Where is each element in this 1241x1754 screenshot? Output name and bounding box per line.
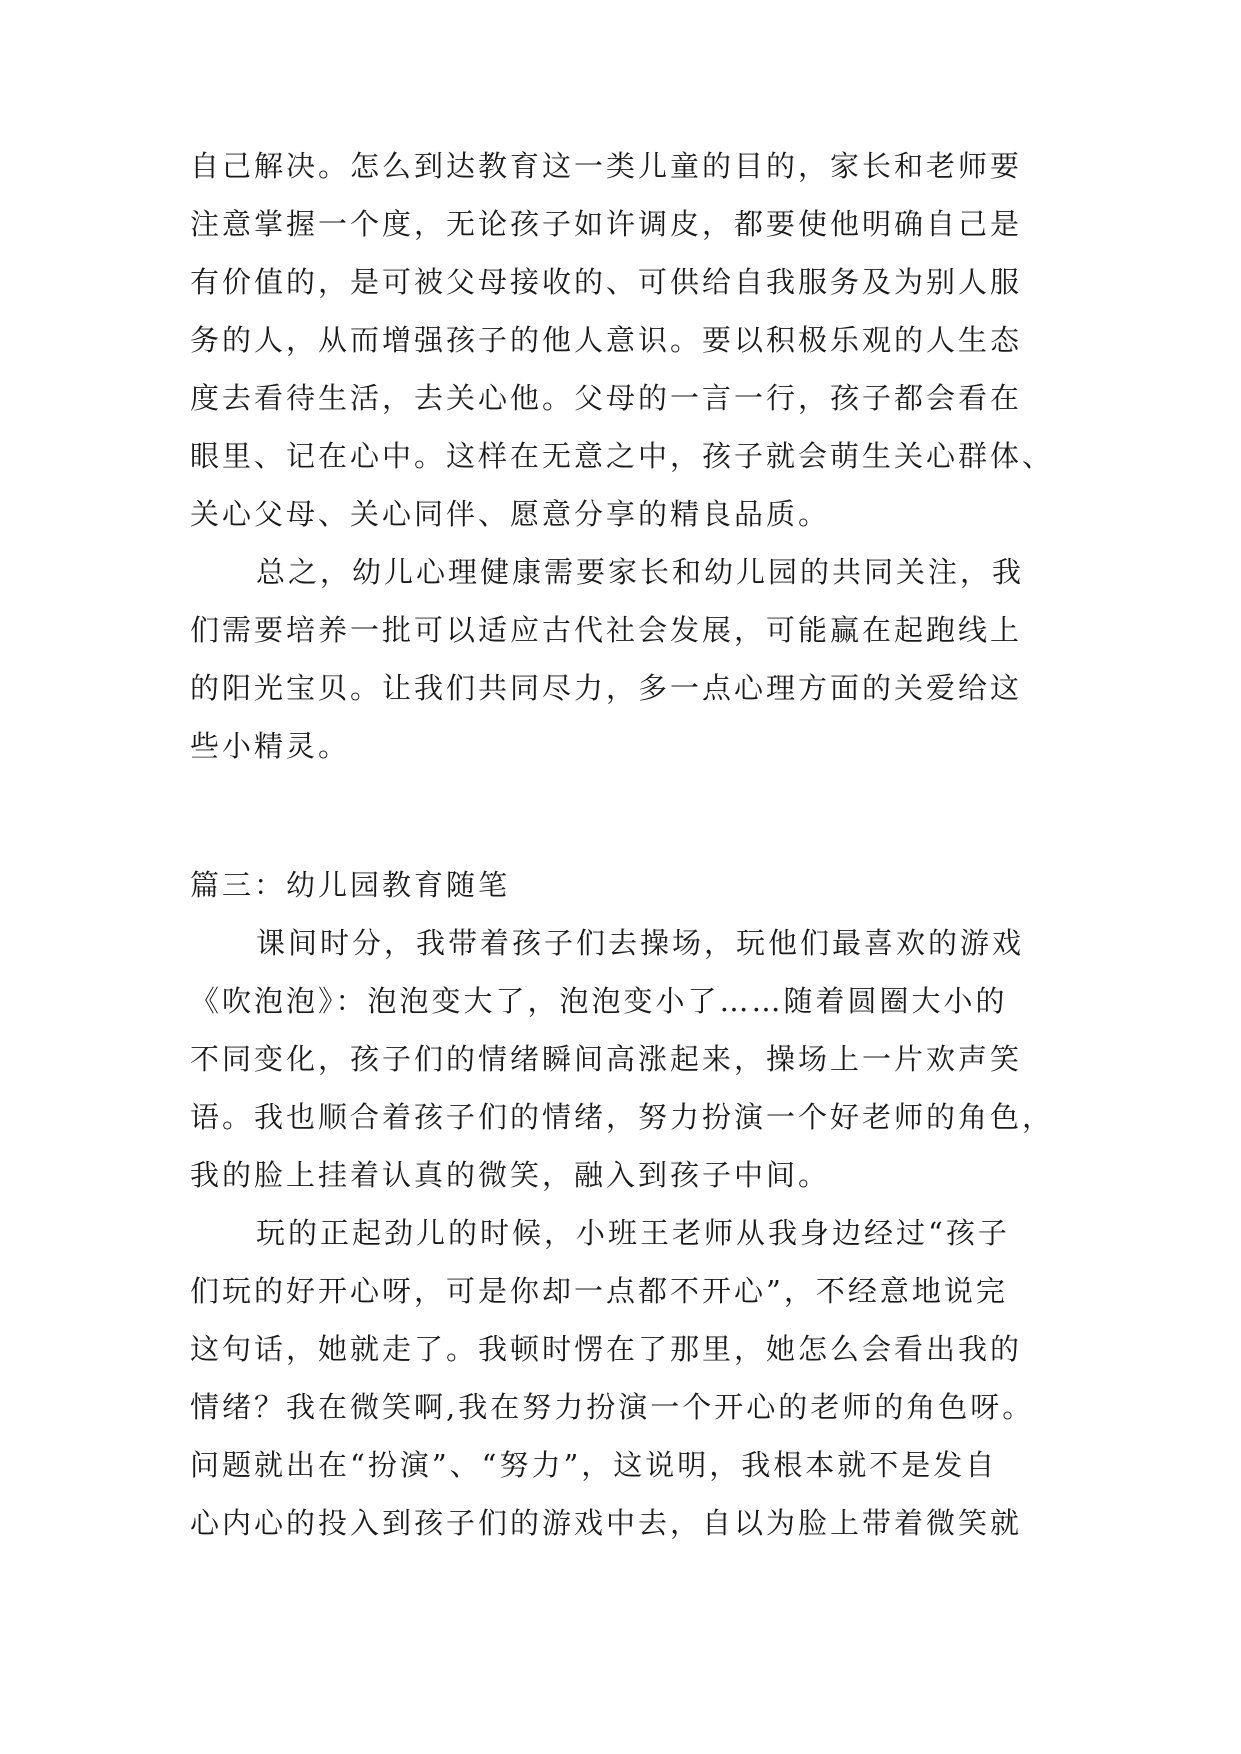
text-line: 们需要培养一批可以适应古代社会发展，可能赢在起跑线上 — [190, 613, 1023, 647]
text-line: 自己解决。怎么到达教育这一类儿童的目的，家长和老师要 — [190, 149, 1023, 183]
section-heading-block — [190, 856, 1050, 914]
text-line: 们玩的好开心呀，可是你却一点都不开心”，不经意地说完 — [190, 1274, 1008, 1308]
text-line: 务的人，从而增强孩子的他人意识。要以积极乐观的人生态 — [190, 323, 1023, 357]
paragraph-4 — [190, 1204, 1050, 1552]
text-line: 情绪？我在微笑啊,我在努力扮演一个开心的老师的角色呀。 — [190, 1390, 1035, 1424]
text-line: 问题就出在“扮演”、“努力”，这说明，我根本就不是发自 — [190, 1448, 998, 1482]
text-line: 这句话，她就走了。我顿时愣在了那里，她怎么会看出我的 — [190, 1332, 1023, 1366]
text-line: 些小精灵。 — [190, 729, 351, 763]
text-line: 课间时分，我带着孩子们去操场，玩他们最喜欢的游戏 — [256, 926, 1025, 960]
section-heading: 篇三：幼儿园教育随笔 — [190, 868, 511, 902]
text-line: 玩的正起劲儿的时候，小班王老师从我身边经过“孩子 — [256, 1216, 1010, 1250]
text-line: 总之，幼儿心理健康需要家长和幼儿园的共同关注，我 — [256, 555, 1025, 589]
text-line: 度去看待生活，去关心他。父母的一言一行，孩子都会看在 — [190, 381, 1023, 415]
paragraph-3 — [190, 914, 1055, 1204]
text-line: 注意掌握一个度，无论孩子如许调皮，都要使他明确自己是 — [190, 207, 1023, 241]
text-line: 语。我也顺合着孩子们的情绪，努力扮演一个好老师的角色， — [190, 1100, 1055, 1134]
text-line: 《吹泡泡》：泡泡变大了，泡泡变小了……随着圆圈大小的 — [190, 984, 1008, 1018]
text-line: 眼里、记在心中。这样在无意之中，孩子就会萌生关心群体、 — [190, 439, 1055, 473]
text-line: 的阳光宝贝。让我们共同尽力，多一点心理方面的关爱给这 — [190, 671, 1023, 705]
text-line: 我的脸上挂着认真的微笑，融入到孩子中间。 — [190, 1158, 831, 1192]
paragraph-1 — [190, 137, 1055, 543]
text-line: 心内心的投入到孩子们的游戏中去，自以为脸上带着微笑就 — [190, 1506, 1023, 1540]
text-line: 关心父母、关心同伴、愿意分享的精良品质。 — [190, 497, 831, 531]
text-line: 有价值的，是可被父母接收的、可供给自我服务及为别人服 — [190, 265, 1023, 299]
text-line: 不同变化，孩子们的情绪瞬间高涨起来，操场上一片欢声笑 — [190, 1042, 1023, 1076]
paragraph-2 — [190, 543, 1050, 775]
